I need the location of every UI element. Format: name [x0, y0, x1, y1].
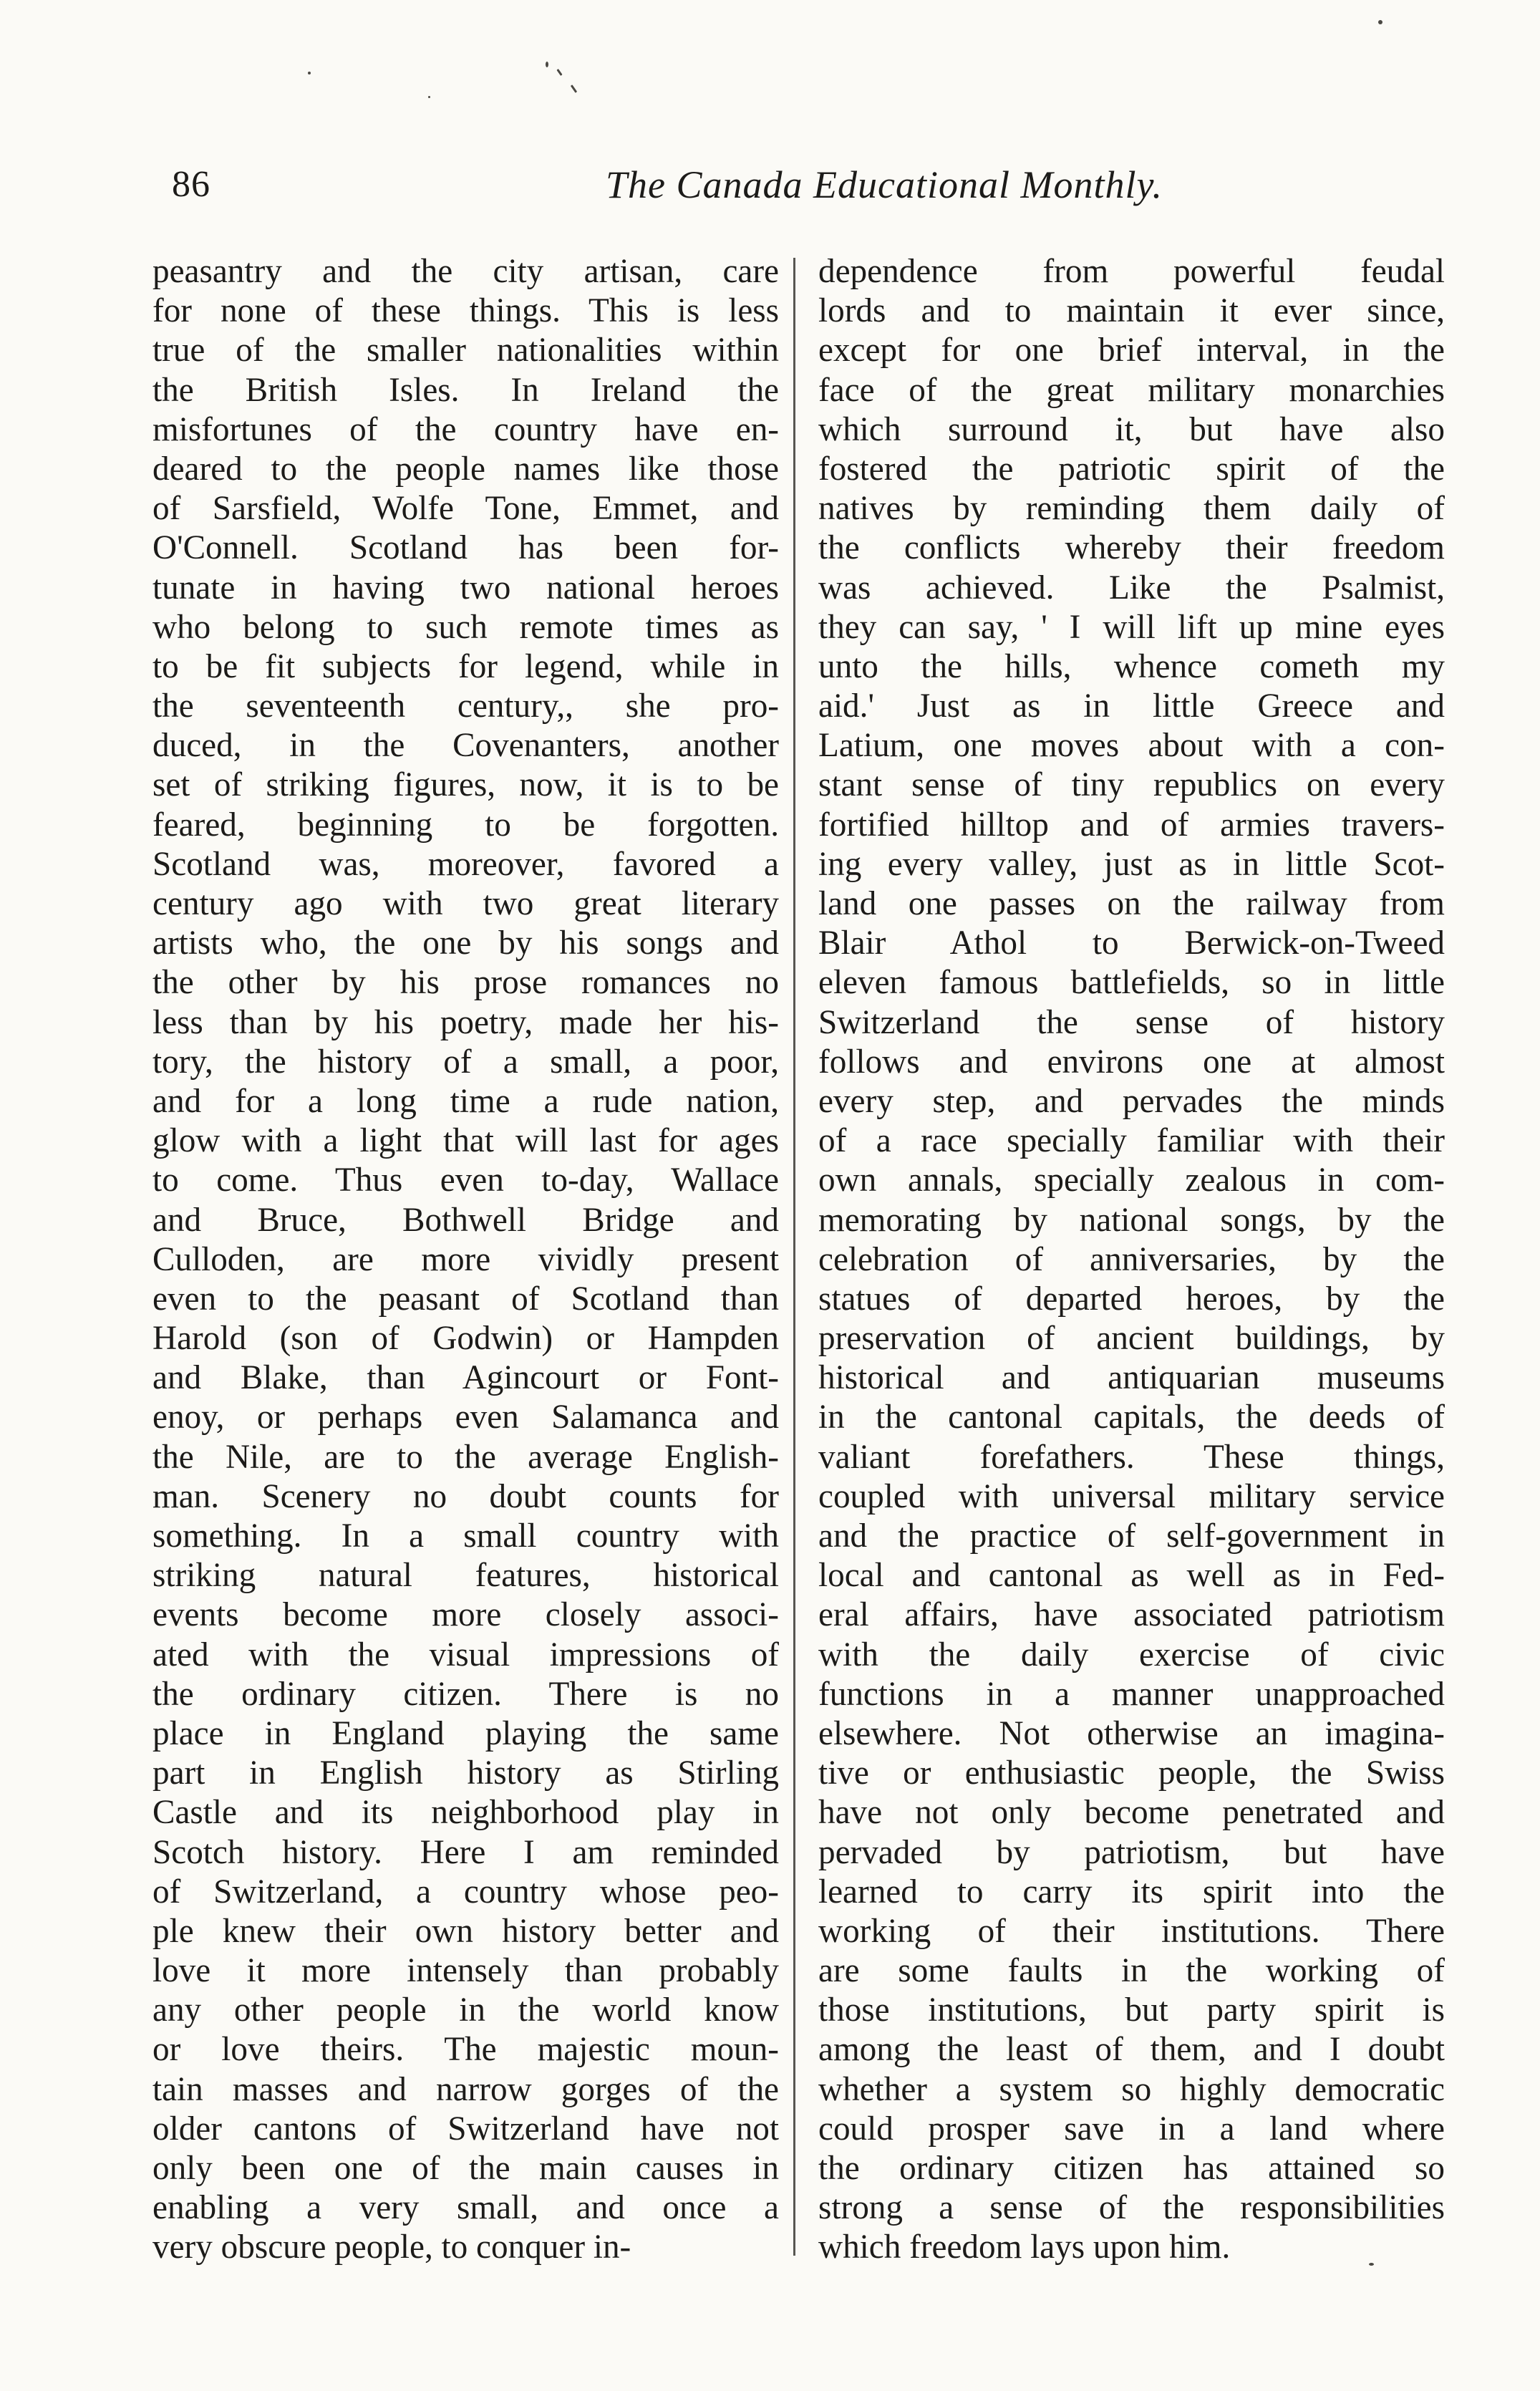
text-line: strong a sense of the responsibilities	[818, 2189, 1445, 2227]
text-line: to come. Thus even to-day, Wallace	[152, 1161, 779, 1199]
text-line: artists who, the one by his songs and	[152, 924, 779, 962]
text-line: valiant forefathers. These things,	[818, 1438, 1445, 1476]
text-line: of Sarsfield, Wolfe Tone, Emmet, and	[152, 490, 779, 528]
text-line: who belong to such remote times as	[152, 608, 779, 646]
text-line: eleven famous battlefields, so in little	[818, 964, 1445, 1002]
text-line: part in English history as Stirling	[152, 1754, 779, 1792]
text-line: in the cantonal capitals, the deeds of	[818, 1399, 1445, 1436]
text-line: the British Isles. In Ireland the	[152, 371, 779, 409]
text-line: true of the smaller nationalities within	[152, 332, 779, 369]
text-line: fostered the patriotic spirit of the	[818, 450, 1445, 488]
text-line: peasantry and the city artisan, care	[152, 253, 779, 290]
text-line: could prosper save in a land where	[818, 2110, 1445, 2148]
text-line: whether a system so highly democratic	[818, 2070, 1445, 2108]
text-line: of Switzerland, a country whose peo-	[152, 1873, 779, 1911]
text-line: historical and antiquarian museums	[818, 1359, 1445, 1397]
left-column	[152, 252, 779, 2268]
text-line: ple knew their own history better and	[152, 1912, 779, 1950]
text-line: even to the peasant of Scotland than	[152, 1280, 779, 1318]
text-line: face of the great military monarchies	[818, 371, 1445, 409]
ink-speck	[556, 69, 562, 76]
text-line: tory, the history of a small, a poor,	[152, 1043, 779, 1081]
text-line: they can say, ' I will lift up mine eyes	[818, 608, 1445, 646]
text-line: deared to the people names like those	[152, 450, 779, 488]
text-line: duced, in the Covenanters, another	[152, 727, 779, 765]
text-line: celebration of anniversaries, by the	[818, 1240, 1445, 1278]
text-line: Harold (son of Godwin) or Hampden	[152, 1320, 779, 1358]
text-line: elsewhere. Not otherwise an imagina-	[818, 1714, 1445, 1752]
text-line: Scotch history. Here I am reminded	[152, 1833, 779, 1871]
text-line: the seventeenth century,, she pro-	[152, 687, 779, 725]
right-column	[818, 252, 1445, 2268]
text-line: O'Connell. Scotland has been for-	[152, 529, 779, 567]
text-line: with the daily exercise of civic	[818, 1636, 1445, 1673]
text-line: the other by his prose romances no	[152, 964, 779, 1002]
text-line: unto the hills, whence cometh my	[818, 647, 1445, 685]
text-line: statues of departed heroes, by the	[818, 1280, 1445, 1318]
ink-speck	[546, 62, 548, 67]
text-line: tain masses and narrow gorges of the	[152, 2070, 779, 2108]
text-line: every step, and pervades the minds	[818, 1082, 1445, 1120]
text-line: those institutions, but party spirit is	[818, 1991, 1445, 2029]
text-line: of a race specially familiar with their	[818, 1122, 1445, 1160]
text-line: eral affairs, have associated patriotism	[818, 1596, 1445, 1634]
text-line: lords and to maintain it ever since,	[818, 292, 1445, 330]
text-line: century ago with two great literary	[152, 885, 779, 922]
text-line: man. Scenery no doubt counts for	[152, 1477, 779, 1515]
text-line: glow with a light that will last for ages	[152, 1122, 779, 1160]
text-line: the Nile, are to the average English-	[152, 1438, 779, 1476]
text-line: tunate in having two national heroes	[152, 569, 779, 607]
text-line: less than by his poetry, made her his-	[152, 1003, 779, 1041]
text-line: striking natural features, historical	[152, 1557, 779, 1595]
column-divider	[793, 258, 795, 2256]
text-line: preservation of ancient buildings, by	[818, 1320, 1445, 1358]
text-line: follows and environs one at almost	[818, 1043, 1445, 1081]
text-line: functions in a manner unapproached	[818, 1675, 1445, 1713]
text-line: ing every valley, just as in little Scot-	[818, 845, 1445, 883]
ink-speck	[308, 72, 311, 74]
text-line: Culloden, are more vividly present	[152, 1240, 779, 1278]
text-line: to be fit subjects for legend, while in	[152, 647, 779, 685]
text-line: coupled with universal military service	[818, 1477, 1445, 1515]
text-line: events become more closely associ-	[152, 1596, 779, 1634]
text-line: love it more intensely than probably	[152, 1952, 779, 1990]
text-line: memorating by national songs, by the	[818, 1201, 1445, 1239]
text-line: something. In a small country with	[152, 1517, 779, 1555]
text-line: land one passes on the railway from	[818, 885, 1445, 922]
text-line: dependence from powerful feudal	[818, 253, 1445, 290]
text-line: only been one of the main causes in	[152, 2150, 779, 2187]
text-line: own annals, specially zealous in com-	[818, 1161, 1445, 1199]
text-line: Castle and its neighborhood play in	[152, 1794, 779, 1832]
text-line: Latium, one moves about with a con-	[818, 727, 1445, 765]
ink-speck	[1378, 20, 1382, 24]
text-line: misfortunes of the country have en-	[152, 410, 779, 448]
text-line: Blair Athol to Berwick-on-Tweed	[818, 924, 1445, 962]
text-line: or love theirs. The majestic moun-	[152, 2031, 779, 2069]
text-line: local and cantonal as well as in Fed-	[818, 1557, 1445, 1595]
text-line: the ordinary citizen has attained so	[818, 2150, 1445, 2187]
text-line: which freedom lays upon him.	[818, 2228, 1231, 2266]
text-line: and Bruce, Bothwell Bridge and	[152, 1201, 779, 1239]
text-line: Switzerland the sense of history	[818, 1003, 1445, 1041]
text-line: ated with the visual impressions of	[152, 1636, 779, 1673]
text-line: pervaded by patriotism, but have	[818, 1833, 1445, 1871]
text-line: place in England playing the same	[152, 1714, 779, 1752]
text-line: very obscure people, to conquer in-	[152, 2228, 631, 2266]
text-line: natives by reminding them daily of	[818, 490, 1445, 528]
text-line: stant sense of tiny republics on every	[818, 766, 1445, 804]
text-line: and Blake, than Agincourt or Font-	[152, 1359, 779, 1397]
ink-speck	[428, 96, 430, 98]
text-line: working of their institutions. There	[818, 1912, 1445, 1950]
text-line: older cantons of Switzerland have not	[152, 2110, 779, 2148]
running-title: The Canada Educational Monthly.	[606, 163, 1163, 206]
text-line: any other people in the world know	[152, 1991, 779, 2029]
text-line: was achieved. Like the Psalmist,	[818, 569, 1445, 607]
text-line: are some faults in the working of	[818, 1952, 1445, 1990]
text-line: among the least of them, and I doubt	[818, 2031, 1445, 2069]
text-line: fortified hilltop and of armies travers-	[818, 806, 1445, 844]
text-line: and for a long time a rude nation,	[152, 1082, 779, 1120]
ink-speck	[571, 84, 577, 93]
text-line: enabling a very small, and once a	[152, 2189, 779, 2227]
text-line: have not only become penetrated and	[818, 1794, 1445, 1832]
text-line: feared, beginning to be forgotten.	[152, 806, 779, 844]
text-line: which surround it, but have also	[818, 410, 1445, 448]
text-line: the conflicts whereby their freedom	[818, 529, 1445, 567]
text-line: learned to carry its spirit into the	[818, 1873, 1445, 1911]
text-line: set of striking figures, now, it is to be	[152, 766, 779, 804]
text-line: and the practice of self-government in	[818, 1517, 1445, 1555]
text-line: for none of these things. This is less	[152, 292, 779, 330]
text-line: Scotland was, moreover, favored a	[152, 845, 779, 883]
text-line: the ordinary citizen. There is no	[152, 1675, 779, 1713]
page-header	[172, 156, 1468, 213]
text-line: except for one brief interval, in the	[818, 332, 1445, 369]
text-line: tive or enthusiastic people, the Swiss	[818, 1754, 1445, 1792]
text-line: enoy, or perhaps even Salamanca and	[152, 1399, 779, 1436]
text-line: aid.' Just as in little Greece and	[818, 687, 1445, 725]
page-number: 86	[172, 164, 210, 205]
